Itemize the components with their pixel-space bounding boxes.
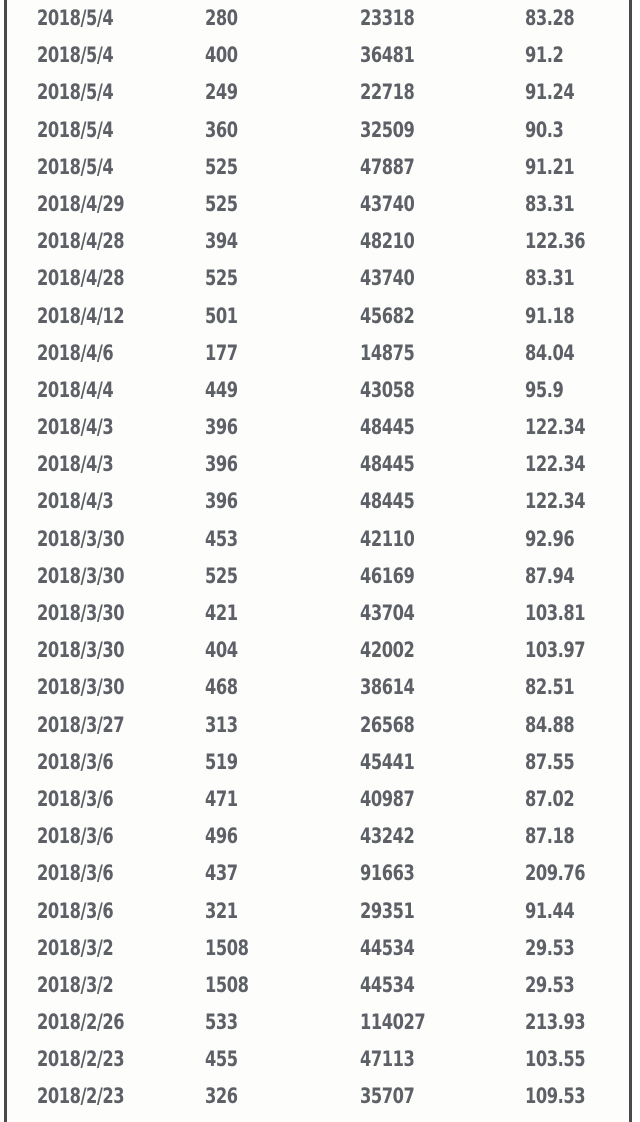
- value-b-cell: 114027: [360, 1010, 426, 1035]
- table-row: [7, 632, 629, 669]
- value-c-cell: 82.51: [525, 675, 575, 700]
- value-c-cell: 83.28: [525, 6, 575, 30]
- value-c-cell: 95.9: [525, 377, 564, 402]
- date-cell: 2018/4/28: [37, 266, 125, 291]
- date-cell: 2018/4/29: [37, 191, 125, 216]
- value-b-cell: 32509: [360, 117, 415, 142]
- value-b-cell: 23318: [360, 6, 415, 30]
- value-a-cell: 396: [205, 489, 238, 514]
- value-a-cell: 519: [205, 749, 238, 774]
- value-b-cell: 43704: [360, 601, 415, 625]
- value-c-cell: 109.53: [525, 1084, 586, 1109]
- table-row: [7, 483, 629, 520]
- table-row: [7, 744, 629, 781]
- date-cell: 2018/5/4: [37, 43, 114, 68]
- value-c-cell: 83.31: [525, 191, 575, 216]
- value-a-cell: 1508: [205, 972, 249, 997]
- value-a-cell: 525: [205, 191, 238, 216]
- table-row: [7, 521, 629, 558]
- table-row: [7, 37, 629, 74]
- value-b-cell: 47113: [360, 1047, 415, 1072]
- value-c-cell: 87.94: [525, 563, 575, 588]
- date-cell: 2018/4/6: [37, 340, 114, 365]
- value-b-cell: 45682: [360, 303, 415, 328]
- value-a-cell: 249: [205, 80, 238, 105]
- date-cell: 2018/3/30: [37, 675, 125, 700]
- value-b-cell: 35707: [360, 1084, 415, 1109]
- date-cell: 2018/4/12: [37, 303, 125, 328]
- table-row: [7, 893, 629, 930]
- table-row: [7, 409, 629, 446]
- value-c-cell: 87.02: [525, 786, 575, 811]
- table-row: [7, 930, 629, 967]
- table-row: [7, 855, 629, 892]
- value-b-cell: 44534: [360, 972, 415, 997]
- date-cell: 2018/5/4: [37, 6, 114, 30]
- value-b-cell: 14875: [360, 340, 415, 365]
- value-b-cell: 29351: [360, 898, 415, 923]
- value-b-cell: 48445: [360, 452, 415, 477]
- table-row: [7, 260, 629, 297]
- date-cell: 2018/2/23: [37, 1047, 125, 1072]
- value-a-cell: 396: [205, 415, 238, 440]
- date-cell: 2018/3/6: [37, 824, 114, 849]
- table-row: [7, 0, 629, 37]
- date-cell: 2018/3/27: [37, 712, 125, 737]
- value-c-cell: 87.55: [525, 749, 575, 774]
- value-a-cell: 400: [205, 43, 238, 68]
- value-c-cell: 122.34: [525, 452, 586, 477]
- value-a-cell: 404: [205, 638, 238, 663]
- date-cell: 2018/5/4: [37, 117, 114, 142]
- date-cell: 2018/3/6: [37, 861, 114, 886]
- value-c-cell: 209.76: [525, 861, 586, 886]
- value-c-cell: 122.34: [525, 415, 586, 440]
- date-cell: 2018/3/2: [37, 972, 114, 997]
- value-c-cell: 90.3: [525, 117, 564, 142]
- value-c-cell: 91.24: [525, 80, 575, 105]
- value-c-cell: 103.81: [525, 601, 586, 625]
- table-row: [7, 372, 629, 409]
- date-cell: 2018/4/3: [37, 415, 114, 440]
- value-a-cell: 321: [205, 898, 238, 923]
- value-b-cell: 22718: [360, 80, 415, 105]
- value-a-cell: 313: [205, 712, 238, 737]
- value-c-cell: 213.93: [525, 1010, 586, 1035]
- value-b-cell: 43740: [360, 266, 415, 291]
- date-cell: 2018/3/2: [37, 935, 114, 960]
- value-a-cell: 525: [205, 563, 238, 588]
- data-table-panel: [4, 0, 632, 1122]
- date-cell: 2018/3/6: [37, 786, 114, 811]
- value-c-cell: 29.53: [525, 935, 575, 960]
- value-b-cell: 43740: [360, 191, 415, 216]
- value-b-cell: 42110: [360, 526, 415, 551]
- table-row: [7, 707, 629, 744]
- table-row: [7, 595, 629, 632]
- date-cell: 2018/3/6: [37, 898, 114, 923]
- date-cell: 2018/4/28: [37, 229, 125, 254]
- value-a-cell: 471: [205, 786, 238, 811]
- value-c-cell: 87.18: [525, 824, 575, 849]
- value-a-cell: 453: [205, 526, 238, 551]
- value-a-cell: 525: [205, 154, 238, 179]
- value-a-cell: 449: [205, 377, 238, 402]
- date-cell: 2018/5/4: [37, 154, 114, 179]
- table-row: [7, 149, 629, 186]
- table-row: [7, 1004, 629, 1041]
- value-a-cell: 360: [205, 117, 238, 142]
- value-a-cell: 468: [205, 675, 238, 700]
- table-row: [7, 967, 629, 1004]
- value-b-cell: 46169: [360, 563, 415, 588]
- value-b-cell: 40987: [360, 786, 415, 811]
- value-c-cell: 122.36: [525, 229, 586, 254]
- value-b-cell: 42002: [360, 638, 415, 663]
- value-a-cell: 533: [205, 1010, 238, 1035]
- value-b-cell: 43058: [360, 377, 415, 402]
- value-a-cell: 421: [205, 601, 238, 625]
- value-a-cell: 394: [205, 229, 238, 254]
- value-a-cell: 1508: [205, 935, 249, 960]
- date-cell: 2018/3/30: [37, 601, 125, 625]
- value-c-cell: 91.18: [525, 303, 575, 328]
- table-row: [7, 446, 629, 483]
- value-c-cell: 84.88: [525, 712, 575, 737]
- table-row: [7, 1078, 629, 1115]
- value-b-cell: 36481: [360, 43, 415, 68]
- value-b-cell: 43242: [360, 824, 415, 849]
- value-a-cell: 525: [205, 266, 238, 291]
- date-cell: 2018/3/30: [37, 563, 125, 588]
- value-c-cell: 29.53: [525, 972, 575, 997]
- date-cell: 2018/4/3: [37, 452, 114, 477]
- value-c-cell: 91.21: [525, 154, 575, 179]
- value-a-cell: 177: [205, 340, 238, 365]
- value-b-cell: 48210: [360, 229, 415, 254]
- value-a-cell: 326: [205, 1084, 238, 1109]
- value-c-cell: 91.44: [525, 898, 575, 923]
- table-row: [7, 335, 629, 372]
- value-a-cell: 501: [205, 303, 238, 328]
- table-row: [7, 298, 629, 335]
- value-a-cell: 437: [205, 861, 238, 886]
- table-row: [7, 818, 629, 855]
- table-row: [7, 781, 629, 818]
- value-b-cell: 45441: [360, 749, 415, 774]
- value-b-cell: 47887: [360, 154, 415, 179]
- table-row: [7, 112, 629, 149]
- value-c-cell: 84.04: [525, 340, 575, 365]
- date-cell: 2018/2/26: [37, 1010, 125, 1035]
- date-cell: 2018/4/3: [37, 489, 114, 514]
- table-row: [7, 669, 629, 706]
- table-row: [7, 74, 629, 111]
- value-b-cell: 48445: [360, 415, 415, 440]
- value-c-cell: 83.31: [525, 266, 575, 291]
- value-b-cell: 48445: [360, 489, 415, 514]
- value-c-cell: 92.96: [525, 526, 575, 551]
- date-cell: 2018/3/30: [37, 526, 125, 551]
- table-row: [7, 223, 629, 260]
- value-c-cell: 103.97: [525, 638, 586, 663]
- value-a-cell: 396: [205, 452, 238, 477]
- date-cell: 2018/2/23: [37, 1084, 125, 1109]
- value-b-cell: 38614: [360, 675, 415, 700]
- value-b-cell: 44534: [360, 935, 415, 960]
- value-b-cell: 91663: [360, 861, 415, 886]
- value-a-cell: 280: [205, 6, 238, 30]
- date-cell: 2018/5/4: [37, 80, 114, 105]
- table-row: [7, 1041, 629, 1078]
- value-c-cell: 103.55: [525, 1047, 586, 1072]
- value-c-cell: 122.34: [525, 489, 586, 514]
- date-cell: 2018/3/6: [37, 749, 114, 774]
- data-table: [7, 0, 629, 1116]
- value-b-cell: 26568: [360, 712, 415, 737]
- value-c-cell: 91.2: [525, 43, 564, 68]
- table-row: [7, 186, 629, 223]
- date-cell: 2018/3/30: [37, 638, 125, 663]
- value-a-cell: 455: [205, 1047, 238, 1072]
- date-cell: 2018/4/4: [37, 377, 114, 402]
- value-a-cell: 496: [205, 824, 238, 849]
- table-row: [7, 558, 629, 595]
